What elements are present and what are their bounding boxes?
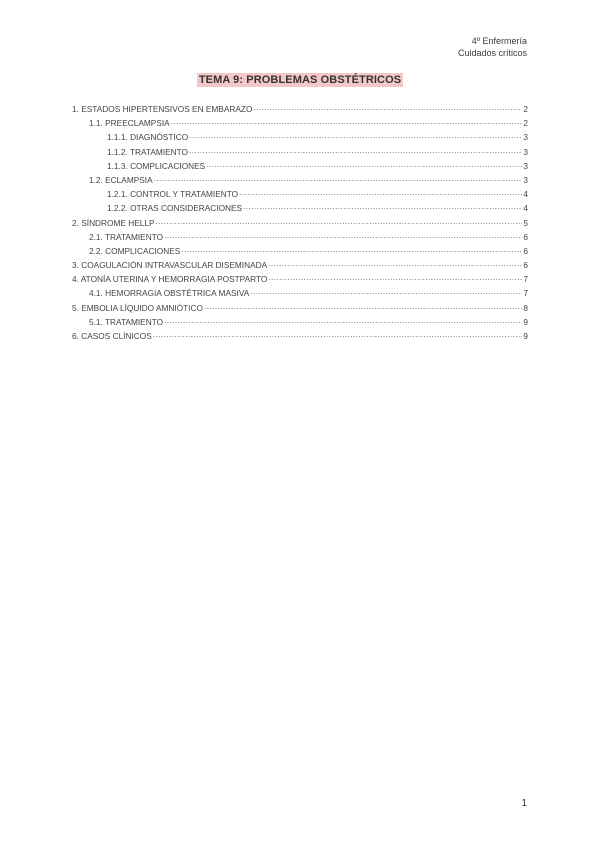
toc-entry-label: 1.2.1. CONTROL Y TRATAMIENTO — [107, 189, 239, 200]
toc-leader-dots — [164, 232, 522, 240]
toc-entry-page: 6 — [523, 231, 528, 242]
toc-entry-label: 2.1. TRATAMIENTO — [89, 231, 164, 242]
toc-entry[interactable] — [72, 132, 528, 146]
toc-entry[interactable] — [72, 317, 528, 331]
toc-leader-dots — [239, 189, 522, 197]
toc-entry-label: 3. COAGULACIÓN INTRAVASCULAR DISEMINADA — [72, 260, 268, 271]
toc-leader-dots — [154, 175, 523, 183]
toc-entry-page: 2 — [523, 118, 528, 129]
toc-entry-page: 4 — [523, 189, 528, 200]
toc-entry[interactable] — [72, 147, 528, 161]
toc-leader-dots — [268, 260, 522, 268]
toc-entry-label: 2. SÍNDROME HELLP — [72, 217, 155, 228]
toc-leader-dots — [156, 218, 523, 226]
toc-entry[interactable] — [72, 161, 528, 175]
toc-entry-label: 5. EMBOLIA LÍQUIDO AMNIÓTICO — [72, 302, 203, 313]
toc-leader-dots — [250, 288, 522, 296]
page-number: 1 — [521, 798, 527, 809]
toc-entry-label: 1.1.2. TRATAMIENTO — [107, 146, 188, 157]
toc-entry[interactable] — [72, 331, 528, 345]
toc-entry-page: 3 — [523, 132, 528, 143]
toc-entry-label: 6. CASOS CLÍNICOS — [72, 331, 152, 341]
toc-entry[interactable] — [72, 175, 528, 189]
toc-entry-label: 1.2.2. OTRAS CONSIDERACIONES — [107, 203, 243, 214]
toc-entry-label: 4. ATONÍA UTERINA Y HEMORRAGIA POSTPARTO — [72, 274, 268, 285]
toc-entry-page: 3 — [523, 146, 528, 157]
header-subject: Cuidados críticos — [457, 48, 527, 58]
toc-entry-label: 1.1.3. COMPLICACIONES — [107, 160, 206, 171]
toc-entry-label: 1.1. PREECLAMPSIA — [89, 118, 170, 129]
toc-entry[interactable] — [72, 303, 528, 317]
toc-entry-label: 2.2. COMPLICACIONES — [89, 245, 181, 256]
toc-leader-dots — [189, 132, 522, 140]
page-title-container — [0, 70, 600, 88]
toc-leader-dots — [243, 203, 522, 211]
toc-entry-page: 6 — [523, 245, 528, 256]
toc-entry[interactable] — [72, 218, 528, 232]
toc-entry-label: 5.1. TRATAMIENTO — [89, 316, 164, 327]
toc-entry-page: 4 — [523, 203, 528, 214]
toc-entry-page: 8 — [523, 302, 528, 313]
toc-entry[interactable] — [72, 189, 528, 203]
toc-entry[interactable] — [72, 288, 528, 302]
toc-entry[interactable] — [72, 260, 528, 274]
table-of-contents — [72, 104, 528, 345]
toc-entry-page: 3 — [523, 174, 528, 185]
document-header — [458, 35, 527, 59]
toc-entry[interactable] — [72, 118, 528, 132]
toc-entry-page: 5 — [523, 217, 528, 228]
toc-entry[interactable] — [72, 203, 528, 217]
toc-leader-dots — [204, 303, 522, 311]
toc-entry-page: 9 — [523, 316, 528, 327]
toc-entry-label: 1. ESTADOS HIPERTENSIVOS EN EMBARAZO — [72, 104, 253, 114]
toc-entry-page: 7 — [523, 274, 528, 285]
toc-entry[interactable] — [72, 232, 528, 246]
toc-entry-page: 3 — [523, 160, 528, 171]
toc-leader-dots — [164, 317, 522, 325]
toc-entry[interactable] — [72, 274, 528, 288]
toc-leader-dots — [153, 331, 523, 339]
toc-leader-dots — [181, 246, 522, 254]
toc-leader-dots — [268, 274, 522, 282]
toc-entry-label: 1.1.1. DIAGNÓSTICO — [107, 132, 189, 143]
toc-entry-label: 4.1. HEMORRAGIA OBSTÉTRICA MASIVA — [89, 288, 250, 299]
toc-entry-page: 7 — [523, 288, 528, 299]
toc-entry-page: 6 — [523, 260, 528, 271]
toc-leader-dots — [253, 104, 522, 112]
toc-leader-dots — [171, 118, 523, 126]
toc-entry-label: 1.2. ECLAMPSIA — [89, 174, 153, 185]
toc-entry[interactable] — [72, 104, 528, 118]
toc-leader-dots — [206, 161, 522, 169]
toc-entry[interactable] — [72, 246, 528, 260]
toc-leader-dots — [189, 147, 522, 155]
toc-entry-page: 9 — [523, 331, 528, 341]
header-course-year: 4º Enfermería — [471, 36, 527, 46]
toc-entry-page: 2 — [523, 104, 528, 114]
page-title: TEMA 9: PROBLEMAS OBSTÉTRICOS — [198, 74, 402, 86]
